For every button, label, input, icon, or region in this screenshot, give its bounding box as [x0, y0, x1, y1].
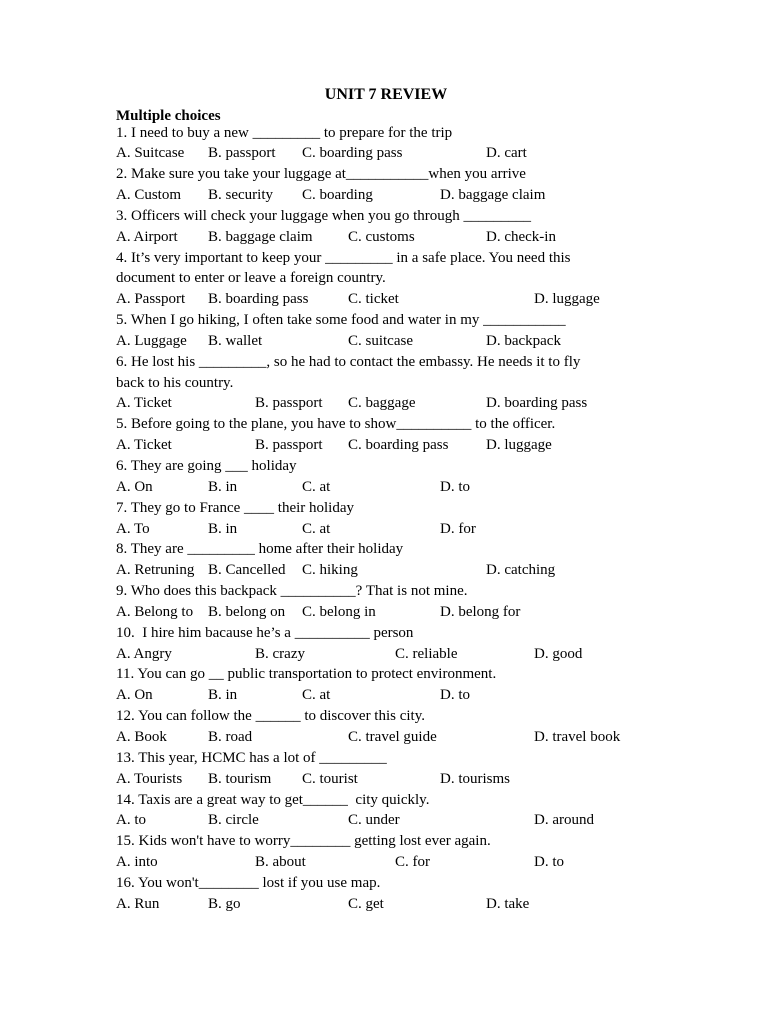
question-text: 7. They go to France ____ their holiday [116, 499, 355, 516]
question-item [116, 456, 756, 498]
answer-option: D. to [440, 478, 470, 495]
question-item [116, 498, 756, 540]
answer-option: D. take [486, 895, 530, 912]
answer-options [116, 477, 756, 498]
question-item [116, 414, 756, 456]
answer-options [116, 560, 756, 581]
question-text: 15. Kids won't have to worry________ getting lost ever again. [116, 833, 491, 850]
answer-options [116, 143, 756, 164]
question-text: 6. They are going ___ holiday [116, 458, 297, 474]
answer-option: C. customs [348, 228, 415, 245]
answer-option: C. for [395, 854, 430, 871]
answer-option: C. baggage [348, 395, 416, 412]
answer-option: D. good [534, 645, 583, 662]
question-text: 2. Make sure you take your luggage at___________when you arrive [116, 166, 526, 183]
question-item [116, 664, 756, 706]
question-text: 5. Before going to the plane, you have to show__________ to the officer. [116, 416, 556, 433]
answer-option: A. On [116, 478, 153, 495]
question-text: 16. You won't________ lost if you use map. [116, 874, 381, 891]
question-item [116, 748, 756, 790]
answer-options [116, 810, 756, 831]
answer-option: D. luggage [486, 437, 552, 454]
answer-options [116, 685, 756, 706]
answer-option: B. in [208, 478, 238, 495]
answer-option: C. get [348, 895, 384, 912]
answer-option: D. belong for [440, 603, 521, 620]
answer-option: C. reliable [395, 645, 458, 662]
question-text: 13. This year, HCMC has a lot of _________ [116, 749, 387, 766]
answer-option: C. tourist [302, 770, 358, 787]
answer-option: C. travel guide [348, 728, 437, 745]
question-text: 4. It’s very important to keep your _________ in a safe place. You need this [116, 249, 571, 266]
answer-option: D. cart [486, 145, 527, 162]
answer-option: B. belong on [208, 603, 286, 620]
answer-option: D. luggage [534, 291, 600, 308]
answer-options [116, 185, 756, 206]
answer-option: B. go [208, 895, 241, 912]
answer-options [116, 393, 756, 414]
question-item [116, 164, 756, 206]
answer-option: B. boarding pass [208, 291, 309, 308]
question-item [116, 539, 756, 581]
answer-option: C. under [348, 812, 400, 829]
question-list [116, 123, 756, 915]
answer-option: A. On [116, 687, 153, 704]
answer-option: C. hiking [302, 562, 358, 579]
answer-options [116, 331, 756, 352]
answer-option: A. Book [116, 728, 167, 745]
answer-option: A. Angry [116, 645, 172, 662]
answer-option: C. boarding pass [348, 437, 449, 454]
answer-option: D. catching [486, 562, 556, 579]
question-text: 12. You can follow the ______ to discover this city. [116, 708, 426, 725]
question-item [116, 206, 756, 248]
answer-option: B. crazy [255, 645, 305, 662]
answer-option: B. Cancelled [208, 562, 286, 579]
page-title: UNIT 7 REVIEW [324, 86, 448, 103]
answer-option: A. Run [116, 895, 160, 912]
question-item [116, 623, 756, 665]
question-item [116, 831, 756, 873]
answer-option: A. to [116, 812, 146, 829]
answer-option: B. circle [208, 812, 259, 829]
answer-option: D. to [534, 854, 564, 871]
answer-option: C. at [302, 520, 331, 537]
answer-option: A. To [116, 520, 150, 537]
question-item [116, 352, 756, 415]
answer-option: A. into [116, 854, 158, 871]
question-text: 5. When I go hiking, I often take some food and water in my ___________ [116, 312, 566, 329]
answer-options [116, 602, 756, 623]
answer-option: A. Retruning [116, 562, 195, 579]
question-text: 14. Taxis are a great way to get______ city quickly. [116, 791, 430, 808]
question-text: 8. They are _________ home after their holiday [116, 541, 404, 558]
answer-option: A. Tourists [116, 770, 183, 787]
answer-option: B. about [255, 854, 306, 871]
answer-option: A. Belong to [116, 603, 194, 620]
answer-option: D. around [534, 812, 594, 829]
question-text: document to enter or leave a foreign country. [116, 270, 386, 287]
answer-options [116, 769, 756, 790]
question-item [116, 706, 756, 748]
answer-option: C. boarding pass [302, 145, 403, 162]
answer-option: A. Suitcase [116, 145, 185, 162]
question-item [116, 581, 756, 623]
answer-options [116, 435, 756, 456]
answer-option: B. in [208, 687, 238, 704]
answer-option: C. ticket [348, 291, 399, 308]
question-item [116, 790, 756, 832]
answer-options [116, 227, 756, 248]
question-text: 1. I need to buy a new _________ to prepare for the trip [116, 124, 453, 141]
question-item [116, 248, 756, 311]
answer-option: D. to [440, 687, 470, 704]
answer-option: D. backpack [486, 332, 561, 349]
question-text: 3. Officers will check your luggage when you go through _________ [116, 207, 532, 224]
answer-option: B. tourism [208, 770, 272, 787]
answer-option: D. travel book [534, 728, 621, 745]
answer-option: A. Custom [116, 187, 182, 204]
question-text: 6. He lost his _________, so he had to contact the embassy. He needs it to fly [116, 353, 581, 370]
answer-option: A. Airport [116, 228, 178, 245]
answer-option: B. baggage claim [208, 228, 313, 245]
question-text: 10. I hire him bacause he’s a __________ person [116, 624, 414, 641]
answer-option: D. tourisms [440, 770, 511, 787]
answer-options [116, 727, 756, 748]
question-text: 9. Who does this backpack __________? That is not mine. [116, 583, 468, 600]
answer-option: C. at [302, 687, 331, 704]
question-item [116, 873, 756, 915]
section-heading: Multiple choices [116, 108, 221, 124]
answer-option: C. boarding [302, 187, 373, 204]
answer-option: A. Luggage [116, 332, 187, 349]
answer-option: C. suitcase [348, 332, 413, 349]
answer-options [116, 644, 756, 665]
question-item [116, 123, 756, 165]
answer-option: D. check-in [486, 228, 556, 245]
answer-options [116, 894, 756, 915]
answer-options [116, 852, 756, 873]
question-text: back to his country. [116, 374, 234, 391]
answer-option: D. boarding pass [486, 395, 588, 412]
answer-option: B. passport [255, 437, 323, 454]
answer-option: B. wallet [208, 332, 263, 349]
answer-option: D. for [440, 520, 476, 537]
answer-option: B. passport [255, 395, 323, 412]
answer-option: B. passport [208, 145, 276, 162]
answer-option: A. Passport [116, 291, 186, 308]
question-text: 11. You can go __ public transportation to protect environment. [116, 666, 497, 683]
answer-options [116, 289, 756, 310]
answer-option: A. Ticket [116, 437, 172, 454]
answer-option: C. belong in [302, 603, 376, 620]
answer-option: B. road [208, 728, 253, 745]
answer-option: B. security [208, 187, 273, 204]
question-item [116, 310, 756, 352]
answer-option: C. at [302, 478, 331, 495]
answer-option: A. Ticket [116, 395, 172, 412]
answer-option: B. in [208, 520, 238, 537]
answer-options [116, 519, 756, 540]
answer-option: D. baggage claim [440, 187, 546, 204]
